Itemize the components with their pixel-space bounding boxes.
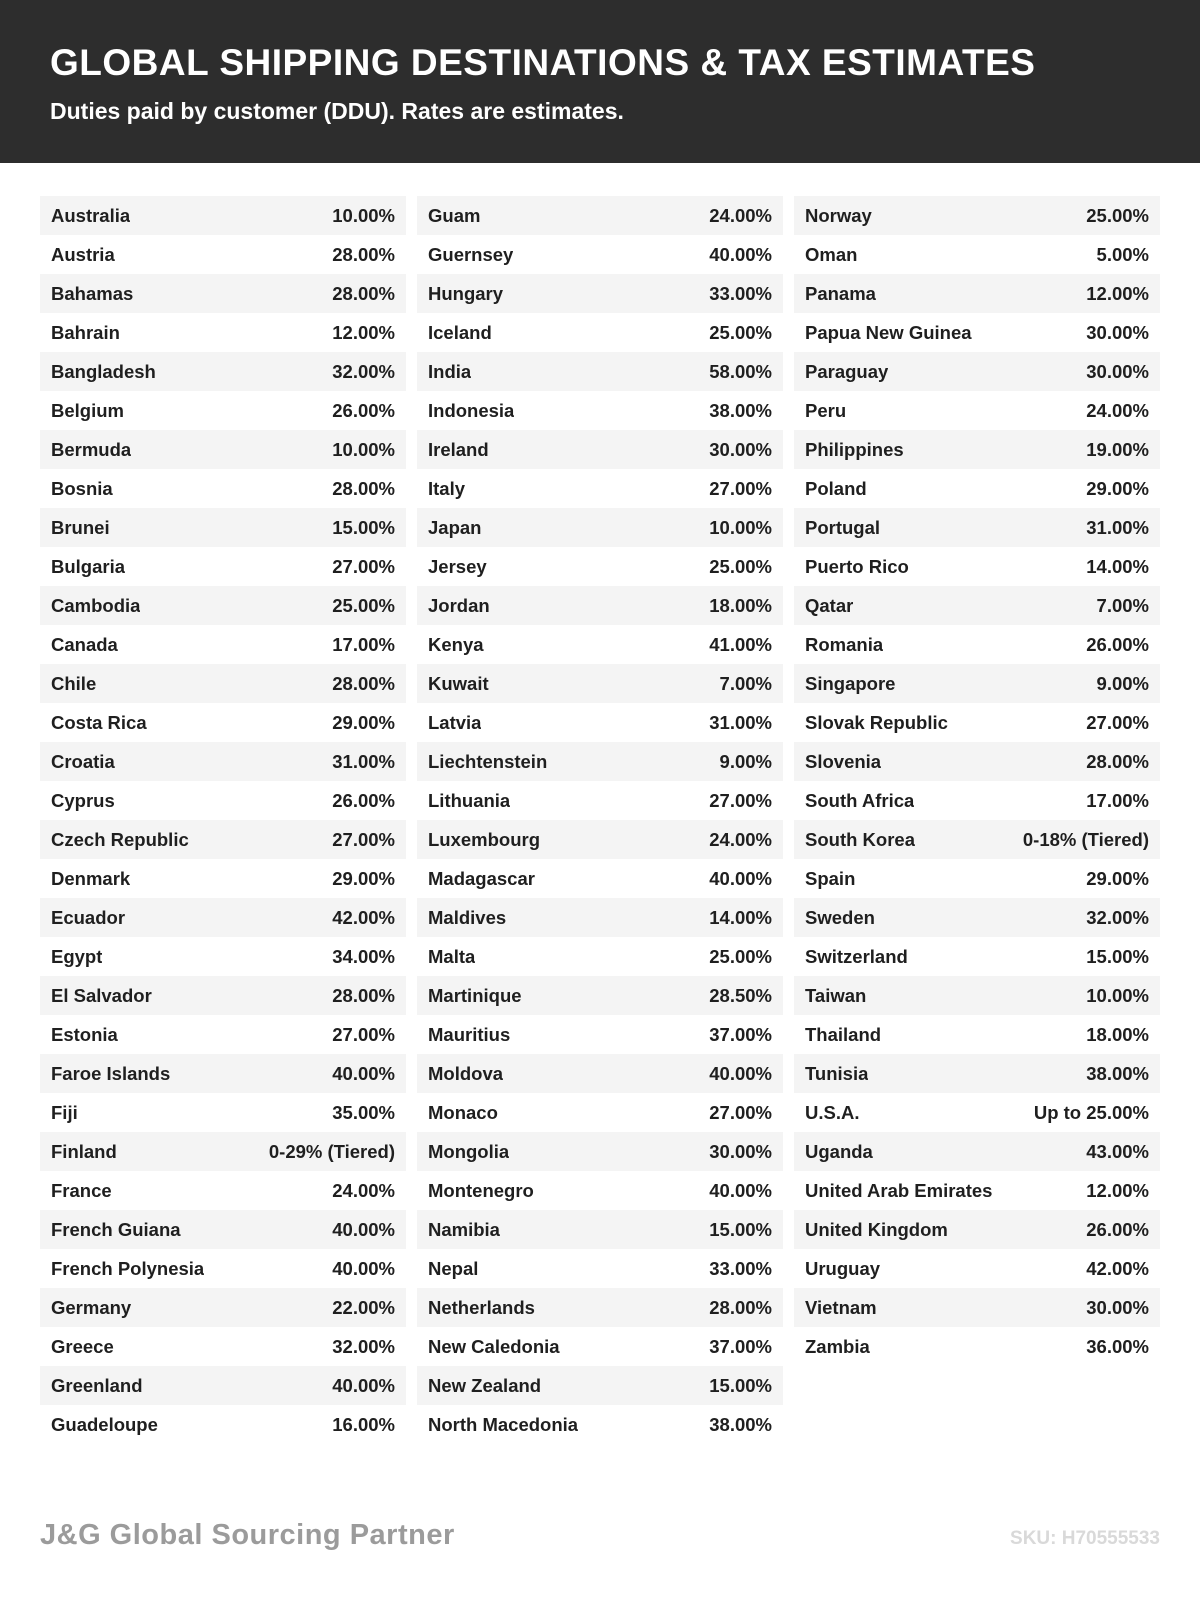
table-row [417, 781, 783, 820]
tax-rate: 18.00% [709, 594, 772, 616]
table-row [40, 469, 406, 508]
tax-rate: 10.00% [332, 204, 395, 226]
tax-rate: 43.00% [1086, 1140, 1149, 1162]
table-row [794, 469, 1160, 508]
tax-rate: 9.00% [719, 750, 772, 772]
table-row [40, 703, 406, 742]
country-name: Thailand [805, 1023, 882, 1045]
country-name: Faroe Islands [51, 1062, 171, 1084]
tax-rate: 27.00% [1086, 711, 1149, 733]
country-name: Monaco [428, 1101, 498, 1123]
tax-rate: 10.00% [1086, 984, 1149, 1006]
country-name: Luxembourg [428, 828, 541, 850]
country-name: Bangladesh [51, 360, 156, 382]
tax-rate: 40.00% [709, 1179, 772, 1201]
tax-rate: 40.00% [709, 867, 772, 889]
tax-rate: 38.00% [709, 399, 772, 421]
tax-rate: 25.00% [709, 555, 772, 577]
country-name: Germany [51, 1296, 132, 1318]
table-row [417, 586, 783, 625]
country-name: Ecuador [51, 906, 126, 928]
table-row [40, 820, 406, 859]
table-row [417, 820, 783, 859]
country-name: Singapore [805, 672, 896, 694]
table-row [417, 1054, 783, 1093]
table-row [417, 703, 783, 742]
table-row [417, 1288, 783, 1327]
tax-rate: 27.00% [709, 477, 772, 499]
country-name: South Africa [805, 789, 915, 811]
country-name: Qatar [805, 594, 854, 616]
tax-rate: 28.50% [709, 984, 772, 1006]
table-row [417, 859, 783, 898]
table-row [794, 742, 1160, 781]
country-name: Poland [805, 477, 867, 499]
table-row [794, 625, 1160, 664]
country-name: Ireland [428, 438, 489, 460]
sku-label: SKU: H70555533 [1010, 1528, 1160, 1549]
tax-rate: 17.00% [1086, 789, 1149, 811]
country-name: Chile [51, 672, 97, 694]
country-name: Bahrain [51, 321, 120, 343]
tax-rate: 31.00% [709, 711, 772, 733]
page-title: GLOBAL SHIPPING DESTINATIONS & TAX ESTIMATES [50, 42, 1036, 83]
table-row [40, 1171, 406, 1210]
table-row [794, 586, 1160, 625]
table-row [417, 1093, 783, 1132]
country-name: Belgium [51, 399, 124, 421]
tax-rate: 14.00% [709, 906, 772, 928]
country-name: Slovenia [805, 750, 882, 772]
table-row [40, 547, 406, 586]
table-row [794, 430, 1160, 469]
table-row [794, 1210, 1160, 1249]
country-name: Greece [51, 1335, 114, 1357]
country-name: Norway [805, 204, 872, 226]
table-row [794, 937, 1160, 976]
country-name: Croatia [51, 750, 115, 772]
country-name: Philippines [805, 438, 904, 460]
table-row [417, 547, 783, 586]
tax-rate: 30.00% [1086, 1296, 1149, 1318]
table-row [40, 664, 406, 703]
country-name: Jersey [428, 555, 487, 577]
tax-rate: 25.00% [709, 321, 772, 343]
country-name: United Kingdom [805, 1218, 948, 1240]
country-name: Canada [51, 633, 118, 655]
tax-rate: 22.00% [332, 1296, 395, 1318]
brand-name: J&G Global Sourcing Partner [40, 1519, 455, 1551]
country-name: Portugal [805, 516, 881, 538]
country-name: Taiwan [805, 984, 867, 1006]
tax-rate: 35.00% [332, 1101, 395, 1123]
country-name: Madagascar [428, 867, 535, 889]
country-name: Paraguay [805, 360, 889, 382]
table-row [794, 664, 1160, 703]
country-name: Fiji [51, 1101, 78, 1123]
table-row [40, 1288, 406, 1327]
country-name: Moldova [428, 1062, 504, 1084]
country-name: Egypt [51, 945, 103, 967]
country-name: Iceland [428, 321, 492, 343]
country-name: Kuwait [428, 672, 489, 694]
tax-rate: Up to 25.00% [1033, 1101, 1149, 1123]
tax-rate: 28.00% [709, 1296, 772, 1318]
tax-rate: 0-29% (Tiered) [268, 1140, 395, 1162]
tax-rate: 40.00% [332, 1257, 395, 1279]
country-name: New Zealand [428, 1374, 542, 1396]
table-row [794, 274, 1160, 313]
country-name: Uganda [805, 1140, 873, 1162]
country-name: France [51, 1179, 112, 1201]
rate-column-2 [417, 196, 783, 1444]
tax-rate: 29.00% [1086, 867, 1149, 889]
tax-rate: 30.00% [709, 438, 772, 460]
country-name: Italy [428, 477, 466, 499]
tax-rate: 17.00% [332, 633, 395, 655]
table-row [40, 313, 406, 352]
tax-rate: 30.00% [1086, 360, 1149, 382]
country-name: Cyprus [51, 789, 115, 811]
tax-rate: 0-18% (Tiered) [1022, 828, 1149, 850]
tax-rate: 24.00% [709, 204, 772, 226]
table-row [40, 1405, 406, 1444]
tax-rate: 24.00% [1086, 399, 1149, 421]
country-name: Mongolia [428, 1140, 510, 1162]
country-name: Lithuania [428, 789, 511, 811]
country-name: French Guiana [51, 1218, 181, 1240]
table-row [417, 469, 783, 508]
table-row [40, 1093, 406, 1132]
table-row [794, 508, 1160, 547]
rates-table [0, 163, 1200, 1444]
table-row [794, 391, 1160, 430]
table-row [794, 781, 1160, 820]
table-row [40, 625, 406, 664]
tax-rate: 34.00% [332, 945, 395, 967]
country-name: Switzerland [805, 945, 908, 967]
country-name: Slovak Republic [805, 711, 948, 733]
tax-rate: 38.00% [1086, 1062, 1149, 1084]
tax-rate: 30.00% [709, 1140, 772, 1162]
country-name: Puerto Rico [805, 555, 909, 577]
tax-rate: 33.00% [709, 282, 772, 304]
country-name: Papua New Guinea [805, 321, 972, 343]
country-name: Finland [51, 1140, 117, 1162]
rate-column-1 [40, 196, 406, 1444]
country-name: Costa Rica [51, 711, 147, 733]
table-row [794, 235, 1160, 274]
table-row [417, 430, 783, 469]
table-row [40, 1249, 406, 1288]
country-name: U.S.A. [805, 1101, 860, 1123]
tax-rate: 28.00% [332, 984, 395, 1006]
country-name: Namibia [428, 1218, 500, 1240]
tax-rate: 31.00% [1086, 516, 1149, 538]
tax-rate: 32.00% [332, 360, 395, 382]
country-name: Bermuda [51, 438, 132, 460]
country-name: French Polynesia [51, 1257, 205, 1279]
country-name: Netherlands [428, 1296, 535, 1318]
table-row [40, 1132, 406, 1171]
table-row [40, 742, 406, 781]
country-name: Mauritius [428, 1023, 511, 1045]
country-name: Bahamas [51, 282, 134, 304]
tax-rate: 40.00% [709, 1062, 772, 1084]
country-name: Japan [428, 516, 482, 538]
tax-rate: 31.00% [332, 750, 395, 772]
table-row [40, 1015, 406, 1054]
table-row [794, 352, 1160, 391]
country-name: Australia [51, 204, 131, 226]
tax-rate: 12.00% [332, 321, 395, 343]
page-subtitle: Duties paid by customer (DDU). Rates are estimates. [50, 98, 624, 124]
table-row [40, 430, 406, 469]
table-row [794, 1093, 1160, 1132]
country-name: South Korea [805, 828, 915, 850]
table-row [417, 1015, 783, 1054]
table-row [40, 1366, 406, 1405]
tax-rate: 9.00% [1096, 672, 1149, 694]
country-name: Guernsey [428, 243, 514, 265]
tax-rate: 25.00% [709, 945, 772, 967]
tax-rate: 10.00% [709, 516, 772, 538]
tax-rate: 58.00% [709, 360, 772, 382]
country-name: United Arab Emirates [805, 1179, 993, 1201]
country-name: Indonesia [428, 399, 515, 421]
tax-rate: 12.00% [1086, 282, 1149, 304]
country-name: Bosnia [51, 477, 113, 499]
tax-rate: 15.00% [1086, 945, 1149, 967]
country-name: Jordan [428, 594, 490, 616]
country-name: Guam [428, 204, 481, 226]
table-row [794, 859, 1160, 898]
country-name: Martinique [428, 984, 522, 1006]
tax-rate: 15.00% [709, 1218, 772, 1240]
table-row [417, 898, 783, 937]
tax-rate: 7.00% [719, 672, 772, 694]
country-name: Oman [805, 243, 858, 265]
tax-rate: 33.00% [709, 1257, 772, 1279]
table-row [417, 1249, 783, 1288]
tax-rate: 26.00% [332, 399, 395, 421]
table-row [794, 1249, 1160, 1288]
table-row [40, 1327, 406, 1366]
table-row [417, 1327, 783, 1366]
country-name: Latvia [428, 711, 482, 733]
table-row [417, 1366, 783, 1405]
tax-rate: 25.00% [1086, 204, 1149, 226]
table-row [417, 196, 783, 235]
table-row [417, 508, 783, 547]
country-name: Kenya [428, 633, 484, 655]
table-row [794, 1015, 1160, 1054]
tax-rate: 28.00% [332, 282, 395, 304]
table-row [40, 235, 406, 274]
country-name: Zambia [805, 1335, 870, 1357]
tax-rate: 25.00% [332, 594, 395, 616]
tax-rate: 28.00% [332, 243, 395, 265]
table-row [794, 1327, 1160, 1366]
country-name: Estonia [51, 1023, 118, 1045]
tax-rate: 40.00% [709, 243, 772, 265]
table-row [40, 1054, 406, 1093]
table-row [794, 898, 1160, 937]
tax-rate: 41.00% [709, 633, 772, 655]
table-row [794, 703, 1160, 742]
country-name: Greenland [51, 1374, 143, 1396]
tax-rate: 24.00% [332, 1179, 395, 1201]
rate-column-3 [794, 196, 1160, 1444]
country-name: Nepal [428, 1257, 479, 1279]
table-row [794, 1288, 1160, 1327]
table-row [417, 976, 783, 1015]
tax-rate: 32.00% [332, 1335, 395, 1357]
table-row [40, 508, 406, 547]
tax-rate: 27.00% [332, 1023, 395, 1045]
table-row [794, 820, 1160, 859]
table-row [40, 196, 406, 235]
country-name: Guadeloupe [51, 1413, 158, 1435]
country-name: Panama [805, 282, 876, 304]
tax-rate: 37.00% [709, 1335, 772, 1357]
tax-rate: 42.00% [332, 906, 395, 928]
country-name: Cambodia [51, 594, 141, 616]
tax-rate: 27.00% [332, 555, 395, 577]
table-row [40, 274, 406, 313]
table-row [40, 1210, 406, 1249]
tax-rate: 40.00% [332, 1218, 395, 1240]
table-row [40, 898, 406, 937]
table-row [794, 1132, 1160, 1171]
tax-rate: 28.00% [332, 477, 395, 499]
tax-rate: 36.00% [1086, 1335, 1149, 1357]
tax-rate: 10.00% [332, 438, 395, 460]
tax-rate: 15.00% [709, 1374, 772, 1396]
table-row [417, 352, 783, 391]
table-row [417, 1132, 783, 1171]
country-name: Montenegro [428, 1179, 534, 1201]
country-name: Bulgaria [51, 555, 126, 577]
country-name: India [428, 360, 472, 382]
table-row [417, 742, 783, 781]
tax-rate: 7.00% [1096, 594, 1149, 616]
country-name: Sweden [805, 906, 875, 928]
tax-rate: 38.00% [709, 1413, 772, 1435]
country-name: Vietnam [805, 1296, 877, 1318]
table-row [417, 313, 783, 352]
tax-rate: 26.00% [1086, 633, 1149, 655]
tax-rate: 24.00% [709, 828, 772, 850]
country-name: Peru [805, 399, 847, 421]
country-name: Denmark [51, 867, 131, 889]
tax-rate: 29.00% [332, 711, 395, 733]
table-row [417, 664, 783, 703]
page-header [0, 0, 1200, 163]
table-row [794, 1171, 1160, 1210]
tax-rate: 26.00% [1086, 1218, 1149, 1240]
table-row [417, 937, 783, 976]
tax-rate: 15.00% [332, 516, 395, 538]
tax-rate: 40.00% [332, 1374, 395, 1396]
tax-rate: 27.00% [709, 1101, 772, 1123]
table-row [794, 976, 1160, 1015]
tax-rate: 32.00% [1086, 906, 1149, 928]
country-name: Liechtenstein [428, 750, 548, 772]
tax-rate: 27.00% [332, 828, 395, 850]
country-name: Maldives [428, 906, 507, 928]
tax-rate: 29.00% [1086, 477, 1149, 499]
country-name: North Macedonia [428, 1413, 579, 1435]
table-row [40, 976, 406, 1015]
table-row [40, 859, 406, 898]
country-name: Uruguay [805, 1257, 881, 1279]
tax-rate: 42.00% [1086, 1257, 1149, 1279]
country-name: Tunisia [805, 1062, 869, 1084]
table-row [417, 274, 783, 313]
tax-rate: 28.00% [1086, 750, 1149, 772]
tax-rate: 26.00% [332, 789, 395, 811]
tax-rate: 30.00% [1086, 321, 1149, 343]
tax-rate: 5.00% [1096, 243, 1149, 265]
country-name: Spain [805, 867, 856, 889]
table-row [40, 352, 406, 391]
table-row [40, 937, 406, 976]
country-name: Malta [428, 945, 476, 967]
country-name: Romania [805, 633, 884, 655]
table-row [417, 1171, 783, 1210]
table-row [417, 625, 783, 664]
table-row [417, 1210, 783, 1249]
tax-rate: 16.00% [332, 1413, 395, 1435]
table-row [794, 547, 1160, 586]
table-row [417, 1405, 783, 1444]
table-row [40, 781, 406, 820]
tax-rate: 12.00% [1086, 1179, 1149, 1201]
tax-rate: 28.00% [332, 672, 395, 694]
country-name: New Caledonia [428, 1335, 560, 1357]
tax-rate: 40.00% [332, 1062, 395, 1084]
tax-rate: 18.00% [1086, 1023, 1149, 1045]
table-row [417, 235, 783, 274]
tax-rate: 14.00% [1086, 555, 1149, 577]
table-row [794, 313, 1160, 352]
country-name: Czech Republic [51, 828, 189, 850]
tax-rate: 29.00% [332, 867, 395, 889]
country-name: El Salvador [51, 984, 152, 1006]
tax-rate: 19.00% [1086, 438, 1149, 460]
country-name: Hungary [428, 282, 504, 304]
table-row [794, 196, 1160, 235]
table-row [40, 586, 406, 625]
country-name: Austria [51, 243, 115, 265]
page-footer [40, 1519, 1160, 1552]
country-name: Brunei [51, 516, 110, 538]
tax-rate: 27.00% [709, 789, 772, 811]
table-row [40, 391, 406, 430]
table-row [417, 391, 783, 430]
tax-rate: 37.00% [709, 1023, 772, 1045]
table-row [794, 1054, 1160, 1093]
